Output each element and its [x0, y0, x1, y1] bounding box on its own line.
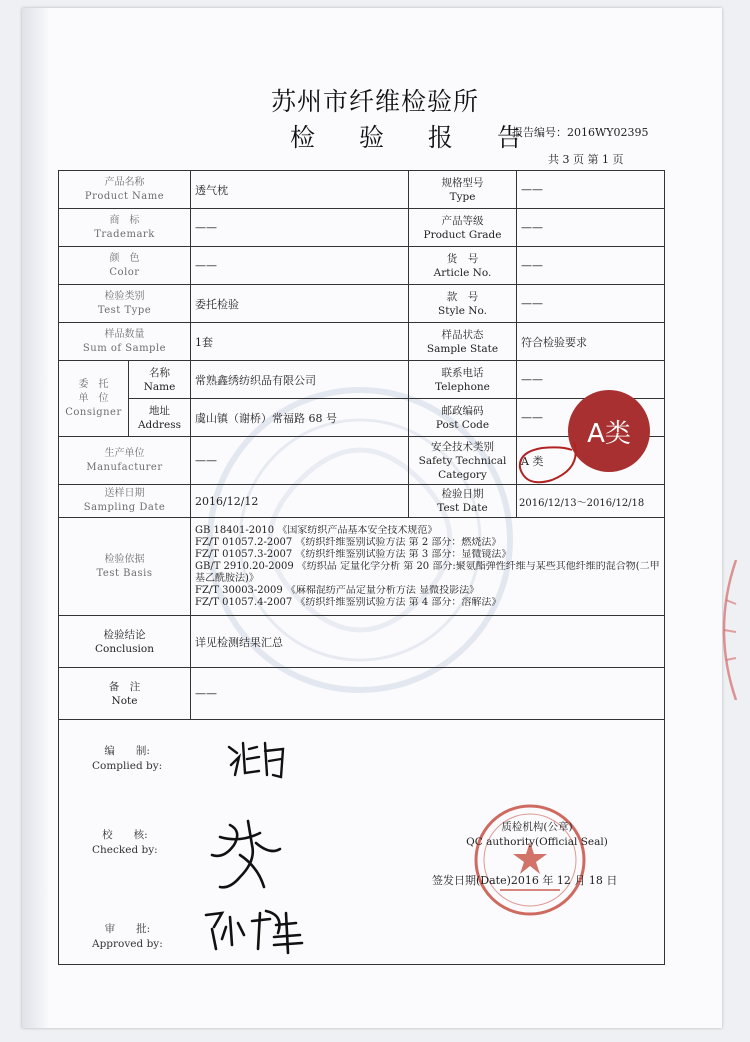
label-consigner: 委 托 单 位 Consigner	[59, 361, 129, 437]
label-product-name: 产品名称 Product Name	[59, 171, 191, 209]
value-product-name: 透气枕	[191, 171, 409, 209]
row-trademark	[59, 209, 665, 247]
row-sample	[59, 323, 665, 361]
basis-item: FZ/T 01057.4-2007 《纺织纤维鉴别试验方法 第 4 部分：溶解法》	[195, 596, 502, 608]
approved-by-label: 审 批: Approved by:	[92, 923, 163, 950]
label-sample-sum: 样品数量 Sum of Sample	[59, 323, 191, 361]
value-address: 虞山镇（谢桥）常福路 68 号	[191, 399, 409, 437]
value-trademark: ——	[191, 209, 409, 247]
label-test-date: 检验日期 Test Date	[409, 485, 517, 518]
value-grade: ——	[517, 209, 665, 247]
compiled-signature	[225, 735, 295, 785]
label-spec: 规格型号 Type	[409, 171, 517, 209]
edge-seal-fragment	[706, 560, 746, 700]
value-safety: A 类	[517, 437, 665, 485]
qc-authority: 质检机构(公章) QC authority(Official Seal)	[466, 821, 608, 848]
value-post: ——	[517, 399, 665, 437]
basis-item: GB/T 2910.20-2009 《纺织品 定量化学分析 第 20 部分:聚氨酯弹性纤维与某些其他纤维的混合物(二甲基乙酰胺法)》	[195, 560, 660, 584]
category-badge: A类	[568, 390, 650, 472]
compiled-by-label: 编 制: Complied by:	[92, 745, 163, 772]
report-title: 检 验 报 告	[290, 123, 540, 152]
page-indicator: 共 3 页 第 1 页	[548, 153, 624, 166]
highlight-circle	[512, 438, 582, 488]
row-dates	[59, 485, 665, 518]
label-safety: 安全技术类别 Safety Technical Category	[409, 437, 517, 485]
row-product-name	[59, 171, 665, 209]
value-name: 常熟鑫绣纺织品有限公司	[191, 361, 409, 399]
value-test-date: 2016/12/13～2016/12/18	[517, 485, 665, 518]
value-sampling-date: 2016/12/12	[191, 485, 409, 518]
label-basis: 检验依据 Test Basis	[59, 518, 191, 616]
org-title: 苏州市纤维检验所	[270, 87, 479, 116]
value-manufacturer: ——	[191, 437, 409, 485]
label-color: 颜 色 Color	[59, 247, 191, 285]
value-sample-state: 符合检验要求	[517, 323, 665, 361]
report-number: 报告编号：2016WY02395	[512, 126, 649, 139]
row-conclusion	[59, 616, 665, 668]
value-conclusion: 详见检测结果汇总	[191, 616, 665, 668]
value-spec: ——	[517, 171, 665, 209]
label-sampling-date: 送样日期 Sampling Date	[59, 485, 191, 518]
value-sample-sum: 1套	[191, 323, 409, 361]
value-style: ——	[517, 285, 665, 323]
label-address: 地址 Address	[129, 399, 191, 437]
label-conclusion: 检验结论 Conclusion	[59, 616, 191, 668]
checked-by-label: 校 核: Checked by:	[92, 829, 158, 856]
label-style: 款 号 Style No.	[409, 285, 517, 323]
row-basis	[59, 518, 665, 616]
basis-item: FZ/T 01057.3-2007 《纺织纤维鉴别试验方法 第 3 部分：显微镜法》	[195, 548, 512, 560]
label-manufacturer: 生产单位 Manufacturer	[59, 437, 191, 485]
issue-date: 签发日期(Date)2016 年 12 月 18 日	[432, 874, 618, 887]
checked-signature	[200, 815, 290, 895]
basis-item: FZ/T 01057.2-2007 《纺织纤维鉴别试验方法 第 2 部分：燃烧法》	[195, 536, 502, 548]
label-telephone: 联系电话 Telephone	[409, 361, 517, 399]
label-sample-state: 样品状态 Sample State	[409, 323, 517, 361]
value-test-type: 委托检验	[191, 285, 409, 323]
basis-list	[191, 518, 665, 616]
approved-signature	[200, 905, 320, 960]
label-name: 名称 Name	[129, 361, 191, 399]
row-consigner-name	[59, 361, 665, 399]
value-color: ——	[191, 247, 409, 285]
label-article: 货 号 Article No.	[409, 247, 517, 285]
row-color	[59, 247, 665, 285]
label-post: 邮政编码 Post Code	[409, 399, 517, 437]
official-seal	[470, 800, 590, 920]
label-trademark: 商 标 Trademark	[59, 209, 191, 247]
basis-item: FZ/T 30003-2009 《麻棉混纺产品定量分析方法 显微投影法》	[195, 584, 480, 596]
basis-item: GB 18401-2010 《国家纺织产品基本安全技术规范》	[195, 524, 438, 536]
label-note: 备 注 Note	[59, 668, 191, 720]
value-telephone: ——	[517, 361, 665, 399]
value-note: ——	[191, 668, 665, 720]
value-article: ——	[517, 247, 665, 285]
label-test-type: 检验类别 Test Type	[59, 285, 191, 323]
row-note	[59, 668, 665, 720]
row-test-type	[59, 285, 665, 323]
label-grade: 产品等级 Product Grade	[409, 209, 517, 247]
